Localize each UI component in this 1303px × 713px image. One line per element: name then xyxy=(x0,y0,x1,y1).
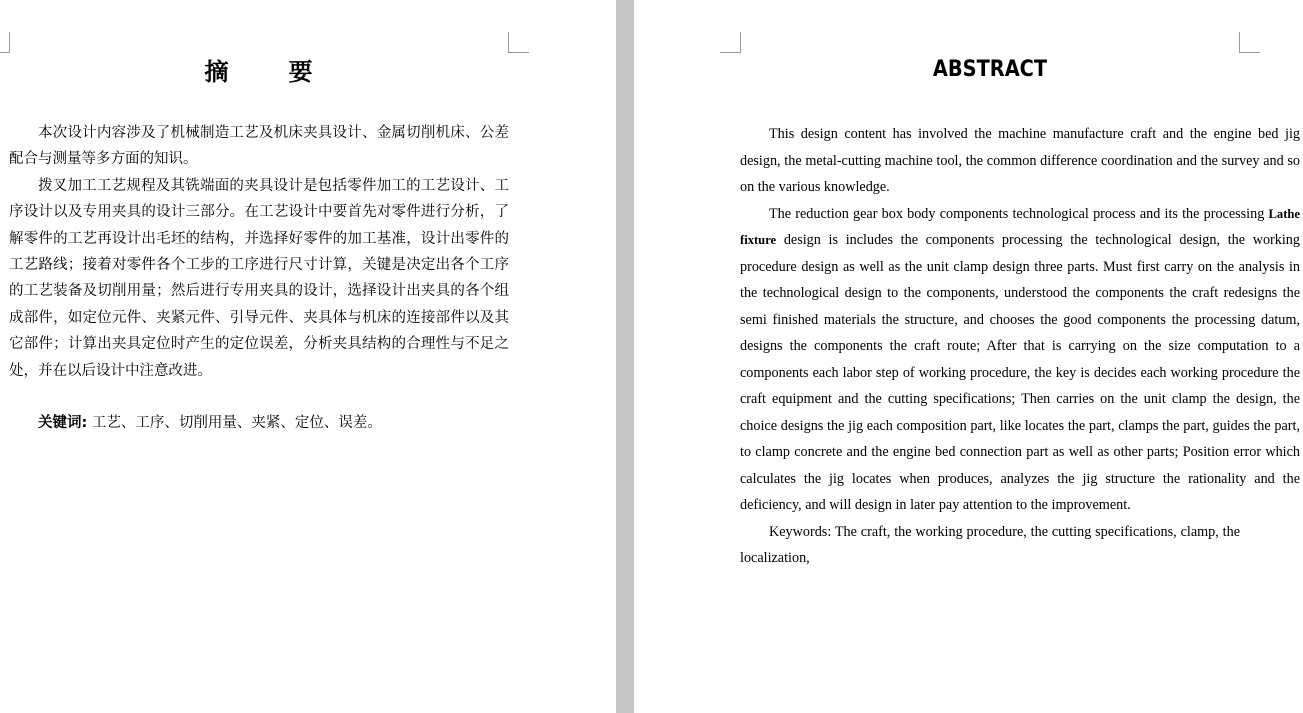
abstract-paragraph-english xyxy=(740,201,1300,519)
margin-corner-top-right xyxy=(508,32,529,53)
abstract-title-chinese: 摘 要 xyxy=(204,58,331,86)
document-page-left xyxy=(0,0,616,713)
document-page-right xyxy=(634,0,1300,713)
keywords-line-english: Keywords: The craft, the working procedure, the cutting specifications, clamp, the localization, xyxy=(740,523,1240,566)
abstract-title-english: ABSTRACT xyxy=(932,57,1048,82)
abstract-body-english xyxy=(740,121,1300,572)
margin-corner-top-left xyxy=(720,32,741,53)
paragraph-text: design is includes the components processing the technological design, the working procedure design as well as the unit clamp design three parts. Must first carry on the analysis in the technological design to the components, understood the components the craft redesigns the semi finished materials the structure, and chooses the good components the processing datum, designs the components the craft route; After that is carrying on the size computation to a components each labor step of working procedure, the key is decides each working procedure the craft equipment and the cutting specifications; Then carries on the unit clamp the design, the choice designs the jig each composition part, like locates the part, clamps the part, guides the part, to clamp concrete and the engine bed connection part as well as other parts; Position error which calculates the jig locates when produces, analyzes the jig structure the rationality and the deficiency, and will design in later pay attention to the improvement. xyxy=(740,232,1300,513)
abstract-paragraph: 拨叉加工工艺规程及其铣端面的夹具设计是包括零件加工的工艺设计、工序设计以及专用夹具的设计三部分。在工艺设计中要首先对零件进行分析，了解零件的工艺再设计出毛坯的结构，并选择好零件的加工基准，设计出零件的工艺路线；接着对零件各个工步的工序进行尺寸计算，关键是决定出各个工序的工艺装备及切削用量；然后进行专用夹具的设计，选择设计出夹具的各个组成部件，如定位元件、夹紧元件、引导元件、夹具体与机床的连接部件以及其它部件；计算出夹具定位时产生的定位误差，分析夹具结构的合理性与不足之处，并在以后设计中注意改进。 xyxy=(9,177,509,379)
abstract-paragraph-english: This design content has involved the machine manufacture craft and the engine bed jig design, the metal-cutting machine tool, the common difference coordination and the survey and so on the various knowledge. xyxy=(740,126,1300,195)
lathe-fixture-term: Lathe fixture xyxy=(740,206,1300,247)
abstract-body-chinese xyxy=(9,120,509,437)
page-gap xyxy=(616,0,634,713)
abstract-paragraph: 本次设计内容涉及了机械制造工艺及机床夹具设计、金属切削机床、公差配合与测量等多方面的知识。 xyxy=(9,125,509,168)
margin-corner-top-right xyxy=(1239,32,1260,53)
paragraph-text: The reduction gear box body components technological process and its the processing xyxy=(769,205,1269,222)
keywords-label: 关键词: xyxy=(38,415,88,432)
margin-corner-top-left xyxy=(0,32,10,53)
keywords-line-chinese xyxy=(9,410,509,436)
keywords-text: 工艺、工序、切削用量、夹紧、定位、误差。 xyxy=(87,415,382,432)
